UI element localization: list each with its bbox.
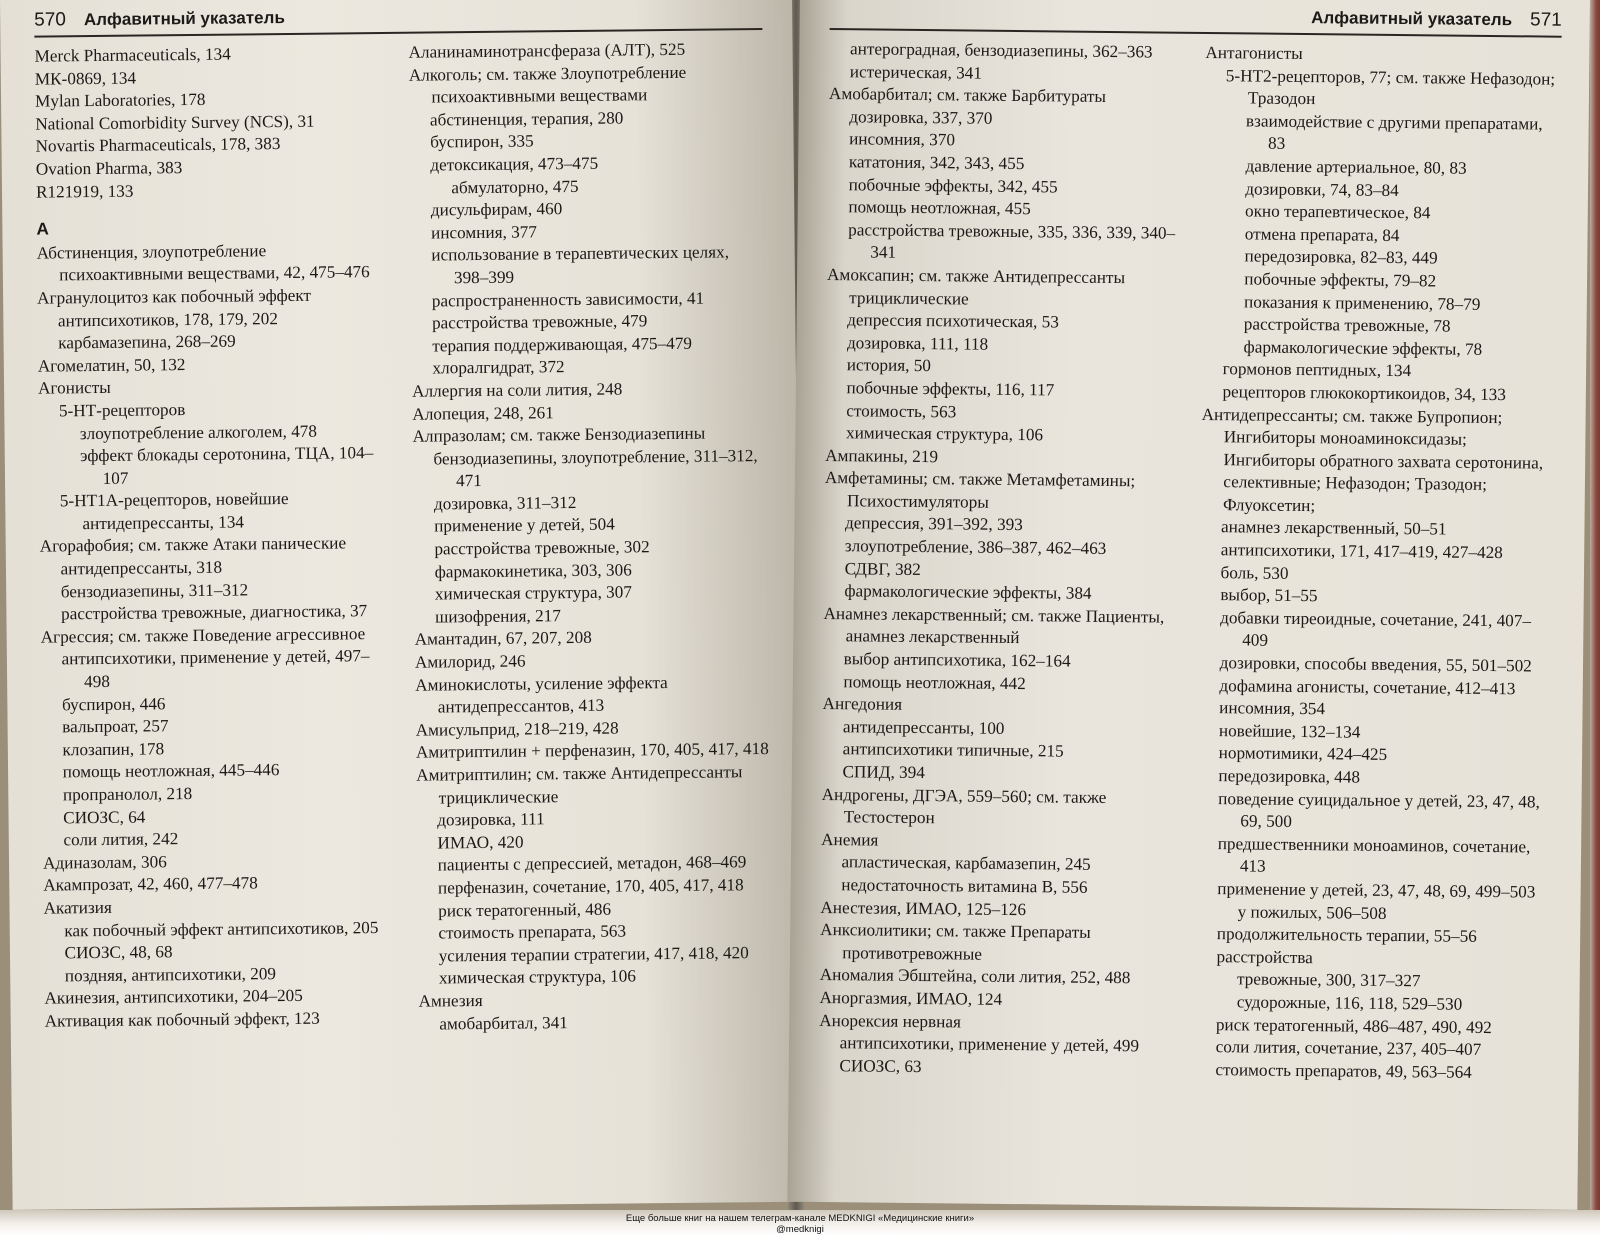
index-subentry: пациенты с депрессией, метадон, 468–469 — [437, 852, 747, 875]
index-subentry: риск тератогенный, 486–487, 490, 492 — [1215, 1014, 1492, 1037]
right-column-2 — [1195, 42, 1562, 1085]
index-subentry: давление артериальное, 80, 83 — [1245, 156, 1467, 178]
index-entry: Ампакины, 219 — [825, 445, 939, 466]
index-entry: National Comorbidity Survey (NCS), 31 — [35, 111, 315, 134]
right-column-1 — [819, 38, 1186, 1081]
index-entry: Антагонисты — [1205, 42, 1303, 63]
index-subentry: новейшие, 132–134 — [1218, 720, 1361, 742]
index-subentry: 5-НТ2-рецепторов, 77; см. также Нефазодон; Тразодон — [1225, 65, 1556, 109]
index-entry: Амитриптилин + перфеназин, 170, 405, 417, 418 — [415, 739, 769, 763]
index-subentry: антипсихотики типичные, 215 — [842, 739, 1064, 761]
index-subentry: гормонов пептидных, 134 — [1222, 359, 1412, 381]
index-subentry: СИОЗС, 48, 68 — [64, 942, 173, 963]
index-subentry: стоимость препарата, 563 — [438, 921, 627, 943]
index-subentry: дозировка, 111 — [437, 809, 545, 830]
index-subentry: инсомния, 377 — [430, 222, 538, 243]
left-header-title: Алфавитный указатель — [83, 8, 285, 30]
index-entry: Агранулоцитоз как побочный эффект — [37, 285, 312, 308]
index-subentry: взаимодействие с другими препаратами, 83 — [1245, 111, 1543, 154]
index-entry: Анксиолитики; см. также Препараты противотревожные — [820, 920, 1091, 964]
index-subentry: злоупотребление, 386–387, 462–463 — [844, 536, 1107, 559]
right-running-header — [830, 2, 1562, 38]
index-subentry: злоупотребление алкоголем, 478 — [79, 421, 318, 443]
index-subentry: фармакологические эффекты, 78 — [1243, 337, 1483, 359]
index-subentry: терапия поддерживающая, 475–479 — [432, 333, 693, 356]
index-subentry: антипсихотики, применение у детей, 499 — [839, 1033, 1140, 1056]
index-subentry: стоимость препаратов, 49, 563–564 — [1215, 1059, 1472, 1082]
index-subentry: дозировка, 111, 118 — [846, 332, 989, 354]
index-subentry: как побочный эффект антипсихотиков, 205 — [64, 917, 379, 940]
index-entry: Анамнез лекарственный; см. также Пациенты, анамнез лекарственный — [823, 603, 1165, 648]
index-entry: Амитриптилин; см. также Антидепрессанты трициклические — [416, 762, 743, 808]
index-subentry: предшественники моноаминов, сочетание, 413 — [1217, 833, 1531, 877]
index-subentry: депрессия, 391–392, 393 — [845, 513, 1023, 535]
index-subentry: антипсихотиков, 178, 179, 202 — [57, 308, 278, 330]
index-subentry: передозировка, 448 — [1218, 766, 1361, 787]
left-page-number: 570 — [34, 9, 67, 31]
index-subentry: антипсихотики, 171, 417–419, 427–428 — [1220, 540, 1503, 563]
index-subentry: побочные эффекты, 116, 117 — [846, 378, 1055, 400]
right-header-title: Алфавитный указатель — [1311, 8, 1513, 30]
index-subentry: боль, 530 — [1220, 562, 1289, 583]
index-subentry: расстройства — [1216, 946, 1313, 967]
index-subentry: поздняя, антипсихотики, 209 — [64, 963, 277, 986]
index-subentry: расстройства тревожные, 335, 336, 339, 340–341 — [848, 219, 1176, 263]
index-subentry: СИОЗС, 63 — [839, 1055, 922, 1076]
index-subentry: антероградная, бензодиазепины, 362–363 — [849, 39, 1153, 62]
index-subentry: распространенность зависимости, 41 — [431, 288, 705, 311]
index-subentry: выбор антипсихотика, 162–164 — [843, 649, 1071, 671]
right-page-number: 571 — [1529, 9, 1562, 31]
index-entry: МК-0869, 134 — [34, 68, 137, 89]
index-subentry: помощь неотложная, 442 — [843, 671, 1026, 693]
index-subentry: использование в терапевтических целях, 398–399 — [431, 242, 730, 288]
index-entry: Агрессия; см. также Поведение агрессивное — [40, 624, 366, 647]
index-subentry: помощь неотложная, 445–446 — [62, 760, 280, 782]
index-subentry: расстройства тревожные, диагностика, 37 — [60, 601, 368, 624]
index-entry: Абстиненция, злоупотребление психоактивными веществами, 42, 475–476 — [36, 240, 370, 285]
index-subentry: эффект блокады серотонина, ТЦА, 104–107 — [79, 443, 374, 488]
index-entry: Алкоголь; см. также Злоупотребление психоактивными веществами — [408, 62, 687, 107]
index-entry: Аномалия Эбштейна, соли лития, 252, 488 — [819, 965, 1131, 988]
index-subentry: перфеназин, сочетание, 170, 405, 417, 418 — [437, 875, 744, 898]
index-subentry: кататония, 342, 343, 455 — [848, 152, 1025, 174]
index-subentry: поведение суицидальное у детей, 23, 47, 48, 69, 500 — [1218, 788, 1540, 832]
left-index-columns — [34, 38, 772, 1040]
index-subentry: соли лития, сочетание, 237, 405–407 — [1215, 1037, 1482, 1060]
index-subentry: риск тератогенный, 486 — [438, 899, 612, 921]
index-subentry: инсомния, 354 — [1219, 698, 1326, 719]
index-entry: Амнезия — [418, 990, 483, 1011]
index-entry: Амилорид, 246 — [414, 651, 526, 672]
index-entry: Амфетамины; см. также Метамфетамины; Психостимуляторы — [824, 468, 1136, 512]
index-subentry: буспирон, 335 — [430, 131, 534, 152]
index-subentry: расстройства тревожные, 302 — [434, 537, 650, 559]
index-subentry: расстройства тревожные, 479 — [431, 311, 648, 333]
book-edge — [1590, 0, 1600, 1236]
index-subentry: побочные эффекты, 79–82 — [1244, 269, 1437, 291]
index-subentry: у пожилых, 506–508 — [1237, 901, 1387, 923]
index-subentry: тревожные, 300, 317–327 — [1236, 969, 1421, 991]
index-subentry: применение у детей, 504 — [434, 515, 615, 536]
index-subentry: шизофрения, 217 — [435, 606, 561, 627]
index-subentry: вальпроат, 257 — [62, 716, 169, 737]
footer-line-1: Еще больше книг на нашем телеграм-канале MEDKNIGI «Медицинские книги» — [625, 1213, 975, 1224]
index-subentry: дозировки, способы введения, 55, 501–502 — [1219, 653, 1532, 676]
index-subentry: применение у детей, 23, 47, 48, 69, 499–503 — [1217, 879, 1536, 902]
right-page — [787, 0, 1590, 1210]
index-entry: Амантадин, 67, 207, 208 — [414, 628, 592, 650]
index-subentry: хлоралгидрат, 372 — [432, 357, 565, 378]
index-entry: Андрогены, ДГЭА, 559–560; см. также Тестостерон — [821, 784, 1107, 828]
index-subentry: показания к применению, 78–79 — [1243, 291, 1481, 314]
index-entry: Анорексия нервная — [819, 1010, 962, 1031]
index-subentry: СПИД, 394 — [842, 762, 925, 783]
index-subentry: рецепторов глюкокортикоидов, 34, 133 — [1222, 382, 1507, 405]
index-subentry: бензодиазепины, 311–312 — [60, 580, 249, 602]
index-subentry: история, 50 — [846, 355, 932, 376]
index-entry: Агомелатин, 50, 132 — [37, 354, 186, 376]
index-subentry: дисульфирам, 460 — [430, 199, 563, 220]
left-column-1 — [34, 42, 398, 1040]
index-subentry: химическая структура, 106 — [438, 966, 637, 988]
index-entry: R121919, 133 — [35, 181, 134, 202]
index-entry: Адиназолам, 306 — [42, 852, 167, 873]
index-subentry: клозапин, 178 — [62, 739, 165, 760]
index-entry: Ovation Pharma, 383 — [35, 158, 183, 179]
index-subentry: детоксикация, 473–475 — [430, 153, 599, 175]
index-subentry: 5-НТ1А-рецепторов, новейшие антидепрессанты, 134 — [59, 489, 289, 534]
index-entry: Акампрозат, 42, 460, 477–478 — [43, 873, 258, 895]
index-entry: Активация как побочный эффект, 123 — [44, 1008, 320, 1031]
index-entry: Merck Pharmaceuticals, 134 — [34, 44, 231, 66]
index-entry: Анемия — [821, 829, 879, 850]
index-subentry: дозировки, 74, 83–84 — [1245, 178, 1399, 200]
index-subentry: бензодиазепины, злоупотребление, 311–312, 471 — [433, 445, 758, 491]
index-subentry: усиления терапии стратегии, 417, 418, 420 — [438, 942, 749, 966]
left-page — [0, 0, 805, 1210]
index-subentry: ИМАО, 420 — [437, 832, 524, 853]
index-entry: Акатизия — [43, 897, 112, 918]
index-entry: Ангедония — [822, 694, 903, 715]
index-subentry: химическая структура, 307 — [434, 582, 632, 604]
index-entry: Аланинаминотрансфераза (АЛТ), 525 — [408, 39, 686, 62]
index-entry: Амоксапин; см. также Антидепрессанты трициклические — [826, 264, 1126, 309]
index-subentry: недостаточность витамина В, 556 — [841, 875, 1088, 897]
index-entry: Аноргазмия, ИМАО, 124 — [819, 987, 1003, 1009]
index-subentry: апластическая, карбамазепин, 245 — [841, 852, 1091, 875]
index-subentry: дофамина агонисты, сочетание, 412–413 — [1219, 675, 1516, 698]
index-subentry: добавки тиреоидные, сочетание, 241, 407–409 — [1220, 608, 1532, 651]
index-subentry: абстиненция, терапия, 280 — [429, 108, 624, 130]
index-entry: Акинезия, антипсихотики, 204–205 — [44, 986, 303, 1008]
index-subentry: СДВГ, 382 — [844, 558, 921, 579]
right-index-columns — [819, 38, 1562, 1085]
index-subentry: амобарбитал, 341 — [439, 1012, 568, 1033]
index-subentry: антипсихотики, применение у детей, 497–498 — [61, 646, 370, 692]
index-entry: Mylan Laboratories, 178 — [34, 90, 206, 111]
index-subentry: судорожные, 116, 118, 529–530 — [1236, 992, 1463, 1014]
index-subentry: окно терапевтическое, 84 — [1244, 201, 1431, 223]
index-subentry: пропранолол, 218 — [62, 784, 193, 805]
index-entry: Аминокислоты, усиление эффекта антидепрессантов, 413 — [415, 672, 668, 717]
index-letter-heading: А — [36, 218, 49, 239]
index-entry: Алопеция, 248, 261 — [412, 402, 554, 424]
index-entry: Амобарбитал; см. также Барбитураты — [828, 84, 1107, 107]
index-subentry: соли лития, 242 — [63, 829, 179, 850]
index-subentry: фармакологические эффекты, 384 — [844, 581, 1092, 604]
index-subentry: продолжительность терапии, 55–56 — [1216, 924, 1477, 947]
index-subentry: фармакокинетика, 303, 306 — [434, 560, 632, 582]
index-entry: Анестезия, ИМАО, 125–126 — [820, 897, 1027, 919]
left-column-2 — [408, 38, 772, 1036]
index-subentry: СИОЗС, 64 — [63, 807, 146, 827]
index-subentry: выбор, 51–55 — [1220, 585, 1318, 606]
index-entry: Агорафобия; см. также Атаки панические — [39, 533, 347, 557]
footer-note — [0, 1213, 1600, 1235]
index-subentry: расстройства тревожные, 78 — [1243, 314, 1451, 336]
index-subentry: истерическая, 341 — [849, 61, 983, 83]
index-entry: Novartis Pharmaceuticals, 178, 383 — [35, 134, 281, 157]
index-subentry: отмена препарата, 84 — [1244, 224, 1400, 245]
index-subentry: карбамазепина, 268–269 — [58, 331, 236, 353]
left-running-header — [34, 2, 762, 38]
index-subentry: дозировка, 311–312 — [433, 492, 577, 514]
index-subentry: 5-НТ-рецепторов — [58, 399, 186, 421]
index-subentry: помощь неотложная, 455 — [848, 197, 1031, 219]
index-entry: Агонисты — [37, 378, 111, 398]
index-subentry: антидепрессанты, 318 — [60, 557, 223, 579]
index-entry: Амисульприд, 218–219, 428 — [415, 718, 619, 740]
index-subentry: инсомния, 370 — [849, 129, 956, 150]
index-subentry: химическая структура, 106 — [845, 423, 1044, 445]
index-entry: Аллергия на соли лития, 248 — [412, 379, 623, 401]
index-subentry: антидепрессанты, 100 — [842, 717, 1005, 738]
index-subentry: побочные эффекты, 342, 455 — [848, 174, 1058, 196]
index-subentry: нормотимики, 424–425 — [1218, 743, 1388, 765]
index-subentry: буспирон, 446 — [61, 693, 166, 715]
index-subentry: абмулаторно, 475 — [451, 176, 579, 197]
index-entry: Антидепрессанты; см. также Бупропион; Ингибиторы моноаминоксидазы; Ингибиторы обратного захвата серотонина, селективные; Нефазодон; Тразодон; Флуоксетин; — [1201, 404, 1544, 516]
index-subentry: анамнез лекарственный, 50–51 — [1220, 517, 1447, 539]
index-subentry: стоимость, 563 — [846, 400, 957, 421]
index-subentry: дозировка, 337, 370 — [849, 107, 993, 128]
index-subentry: депрессия психотическая, 53 — [847, 310, 1059, 332]
index-entry: Алпразолам; см. также Бензодиазепины — [412, 423, 706, 446]
index-subentry: передозировка, 82–83, 449 — [1244, 246, 1438, 268]
footer-line-2: @medknigi — [776, 1224, 824, 1235]
